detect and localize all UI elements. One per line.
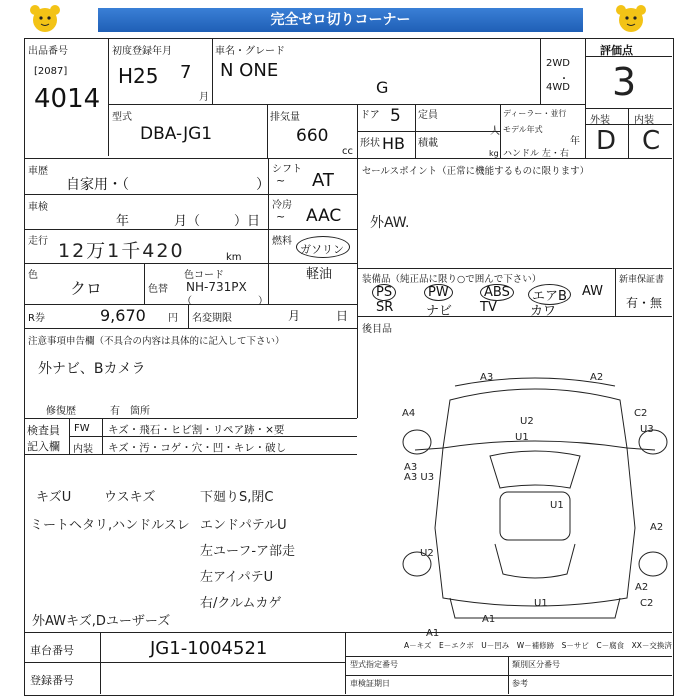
mascot-right-icon (614, 3, 648, 35)
model-year-label: モデル年式 (503, 125, 543, 134)
damage-mark: U2 (520, 416, 534, 427)
registration-label: 登録番号 (30, 674, 74, 687)
inspection-comment: キズU (36, 490, 72, 505)
doors-label: ドア (360, 110, 380, 121)
handle-label: ハンドル 左・右 (503, 149, 569, 159)
damage-mark: A2 (635, 582, 649, 593)
color-code-label: 色コード (184, 270, 224, 281)
shape-value: HB (382, 134, 406, 153)
color-code-value: NH-731PX (186, 280, 247, 294)
inspection-comment: 左ユーフ-ア部走 (200, 544, 296, 559)
damage-mark: A1 (482, 614, 496, 625)
equipment-item: ABS (480, 284, 514, 301)
recycle-value: 9,670 (100, 306, 146, 325)
damage-mark: U2 (420, 548, 434, 559)
model-label: 型式 (112, 112, 132, 123)
equipment-item: PS (372, 284, 396, 301)
car-damage-diagram (395, 368, 675, 630)
mileage-label: 走行 (28, 236, 48, 247)
car-name-label: 車名・グレード (215, 46, 285, 57)
inspection-comment: 右/クルムカゲ (200, 596, 282, 611)
shape-label: 形状 (360, 138, 380, 149)
damage-mark: U1 (534, 598, 548, 609)
history-label: 車歴 (28, 166, 48, 177)
shift-value: AT (312, 170, 334, 191)
chassis-value: JG1-1004521 (150, 638, 268, 659)
lot-sub: [2087] (34, 66, 68, 77)
notes-text: 外ナビ、Bカメラ (38, 361, 146, 377)
int-score: C (642, 126, 661, 156)
load-label: 積載 (418, 138, 438, 149)
equipment-item: カワ (530, 304, 557, 319)
displacement-label: 排気量 (270, 112, 300, 123)
history-value: 自家用・（ (66, 177, 129, 193)
equipment-item: ナビ (426, 304, 453, 319)
damage-mark: A4 (402, 408, 416, 419)
damage-mark: C2 (640, 598, 654, 609)
capacity-label: 定員 (418, 110, 438, 121)
inspector-row1: キズ・飛石・ヒビ割・リペア跡・×要 (108, 424, 285, 436)
inspector-label: 検査員 (27, 424, 60, 437)
doors-value: 5 (390, 106, 401, 126)
lot-label: 出品番号 (28, 46, 68, 57)
repair-label: 修復歴 (46, 406, 76, 417)
aircon-label: 冷房 (272, 200, 292, 211)
seat-label: 後目品 (362, 324, 392, 335)
damage-legend: A－キズ E－エクボ U－凹み W－補修跡 S－サビ C－腐食 XX－交換済 (404, 641, 672, 650)
fuel-label: 燃料 (272, 236, 292, 247)
model-value: DBA-JG1 (140, 124, 213, 144)
damage-mark: U3 (640, 424, 654, 435)
banner-title: 完全ゼロ切りコーナー (98, 8, 583, 32)
displacement-value: 660 (296, 126, 329, 146)
equipment-item: TV (480, 300, 497, 315)
sales-points-label: セールスポイント（正常に機能するものに限ります） (362, 166, 590, 177)
damage-mark: U1 (550, 500, 564, 511)
equipment-item: AW (582, 284, 604, 299)
damage-mark: A3 U3 (404, 472, 435, 483)
warranty-label: 新車保証書 (619, 275, 665, 285)
first-reg-label: 初度登録年月 (112, 46, 172, 57)
color-value: クロ (70, 279, 103, 298)
equipment-item: PW (424, 284, 453, 301)
damage-mark: A1 (426, 628, 440, 639)
first-reg-month-unit: 月 (199, 92, 209, 103)
fuel-gas: ガソリン (300, 243, 344, 256)
lot-number: 4014 (34, 84, 101, 114)
mascot-left-icon (28, 3, 62, 35)
int-label: 内装 (634, 115, 654, 126)
damage-mark: A2 (650, 522, 664, 533)
score-value: 3 (612, 60, 637, 104)
inspection-comment: ミートヘタリ,ハンドルスレ (30, 518, 190, 533)
drive-4wd: 4WD (546, 82, 570, 93)
ext-score: D (596, 126, 617, 156)
inspector-row2: キズ・汚・コゲ・穴・凹・キレ・破し (108, 442, 287, 454)
repair-value: 有 (110, 406, 120, 417)
color-change-label: 色替 (148, 284, 168, 295)
score-label: 評価点 (600, 44, 633, 57)
car-name: N ONE (220, 60, 279, 81)
drive-2wd: 2WD (546, 58, 570, 69)
inspection-comment: エンドパテルU (200, 518, 287, 533)
shift-label: シフト (272, 164, 302, 175)
inspection-comment: 下廻りS,閉C (200, 490, 274, 505)
inspection-comment: ウスキズ (104, 490, 156, 505)
equipment-item: SR (376, 300, 394, 315)
equipment-label: 装備品（純正品に限り○で囲んで下さい） (362, 274, 542, 285)
equipment-item: エアB (528, 284, 571, 305)
aircon-value: AAC (306, 206, 342, 226)
inspection-comment: 左アイパテU (200, 570, 274, 585)
notes-label: 注意事項申告欄（不具合の内容は具体的に記入して下さい） (28, 336, 285, 347)
damage-mark: A2 (590, 372, 604, 383)
ext-label: 外装 (590, 115, 610, 126)
damage-mark: A3 (404, 462, 418, 473)
color-label: 色 (28, 270, 38, 281)
damage-mark: C2 (634, 408, 648, 419)
first-reg-era: H25 (118, 64, 159, 88)
inspection-label: 車検 (28, 202, 48, 213)
warranty-value: 有・無 (626, 296, 663, 310)
damage-mark: A3 (480, 372, 494, 383)
mileage-value: 12万1千420 (58, 240, 185, 262)
chassis-label: 車台番号 (30, 644, 74, 657)
inspection-comment: 外AWキズ,Dユーザーズ (32, 614, 171, 629)
fuel-diesel: 軽油 (306, 267, 333, 282)
car-grade: G (376, 78, 389, 97)
recycle-label: R券 (28, 313, 45, 324)
sales-points-text: 外AW. (370, 215, 410, 231)
damage-mark: U1 (515, 432, 529, 443)
dealer-label: ディーラー・並行 (503, 109, 567, 118)
inspector-label-2: 記入欄 (27, 440, 60, 453)
name-change-label: 名変期限 (192, 313, 232, 324)
first-reg-month: 7 (180, 62, 192, 83)
